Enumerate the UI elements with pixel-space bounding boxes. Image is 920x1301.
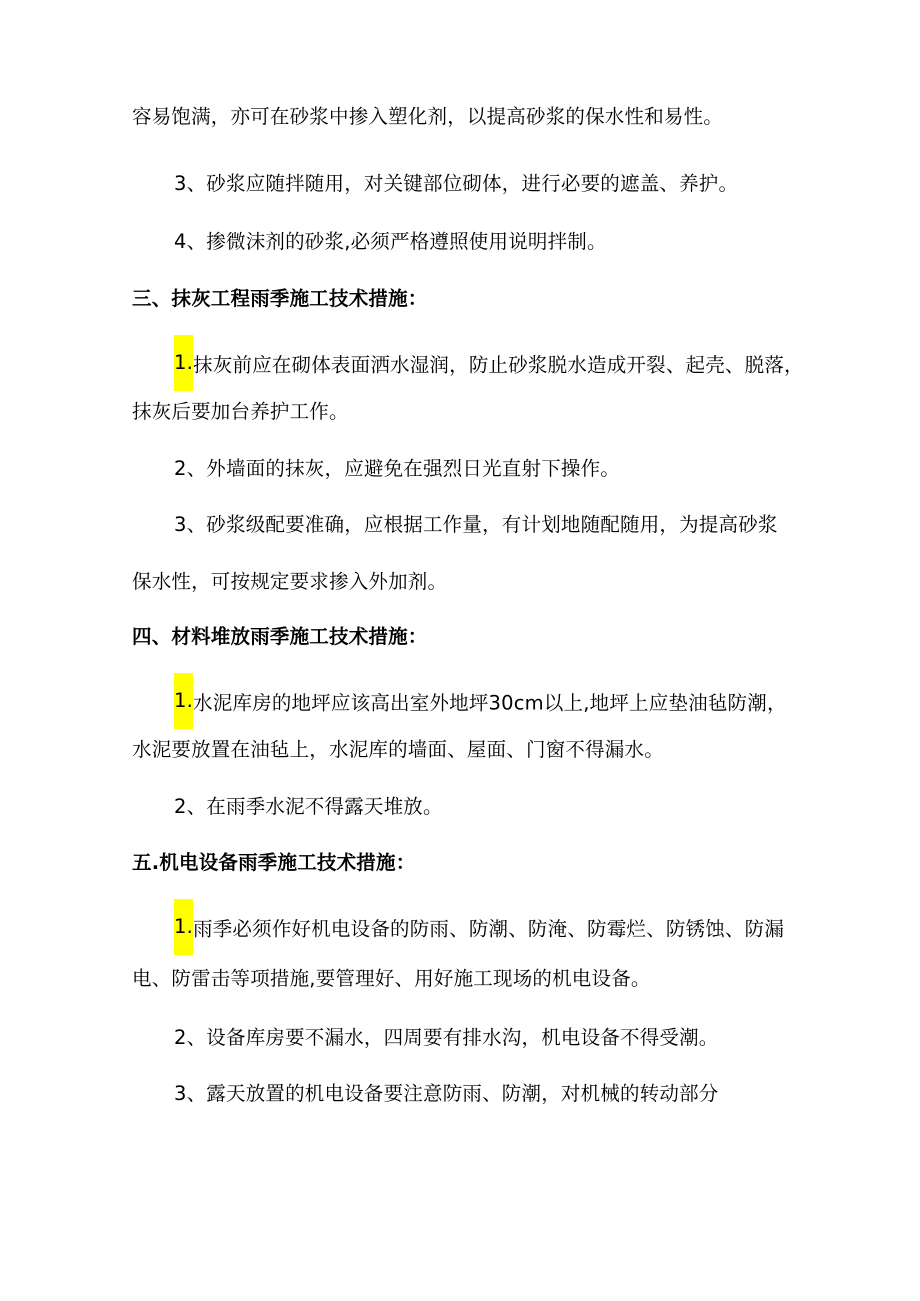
paragraph-line: 保水性，可按规定要求掺入外加剂。 — [132, 570, 448, 593]
list-item: 3、砂浆应随拌随用，对关键部位砌体，进行必要的遮盖、养护。 — [174, 172, 739, 195]
list-item — [174, 905, 784, 955]
section-heading: 三、抹灰工程雨季施工技术措施： — [132, 287, 428, 310]
highlighted-number: 1. — [174, 335, 193, 391]
list-item-text: 水泥库房的地坪应该高出室外地坪30cm以上,地坪上应垫油毡防潮， — [193, 691, 787, 715]
list-item: 2、在雨季水泥不得露天堆放。 — [174, 795, 443, 818]
section-heading: 四、材料堆放雨季施工技术措施： — [132, 625, 428, 648]
list-item — [174, 341, 804, 391]
paragraph-line: 容易饱满，亦可在砂浆中掺入塑化剂，以提高砂浆的保水性和易性。 — [132, 105, 724, 128]
highlighted-number: 1. — [174, 899, 193, 955]
section-heading: 五.机电设备雨季施工技术措施： — [132, 851, 416, 874]
list-item-text: 抹灰前应在砌体表面洒水湿润，防止砂浆脱水造成开裂、起壳、脱落， — [193, 353, 804, 377]
paragraph-line: 电、防雷击等项措施,要管理好、用好施工现场的机电设备。 — [132, 967, 651, 990]
list-item — [174, 679, 787, 729]
list-item: 3、砂浆级配要准确，应根据工作量，有计划地随配随用，为提高砂浆 — [174, 513, 778, 536]
paragraph-line: 抹灰后要加台养护工作。 — [132, 400, 349, 423]
list-item: 2、设备库房要不漏水，四周要有排水沟，机电设备不得受潮。 — [174, 1026, 719, 1049]
list-item: 4、掺微沫剂的砂浆,必须严格遵照使用说明拌制。 — [174, 230, 607, 253]
highlighted-number: 1. — [174, 673, 193, 729]
paragraph-line: 水泥要放置在油毡上，水泥库的墙面、屋面、门窗不得漏水。 — [132, 738, 664, 761]
list-item: 3、露天放置的机电设备要注意防雨、防潮，对机械的转动部分 — [174, 1082, 719, 1105]
list-item-text: 雨季必须作好机电设备的防雨、防潮、防淹、防霉烂、防锈蚀、防漏 — [193, 917, 785, 941]
list-item: 2、外墙面的抹灰，应避免在强烈日光直射下操作。 — [174, 457, 621, 480]
